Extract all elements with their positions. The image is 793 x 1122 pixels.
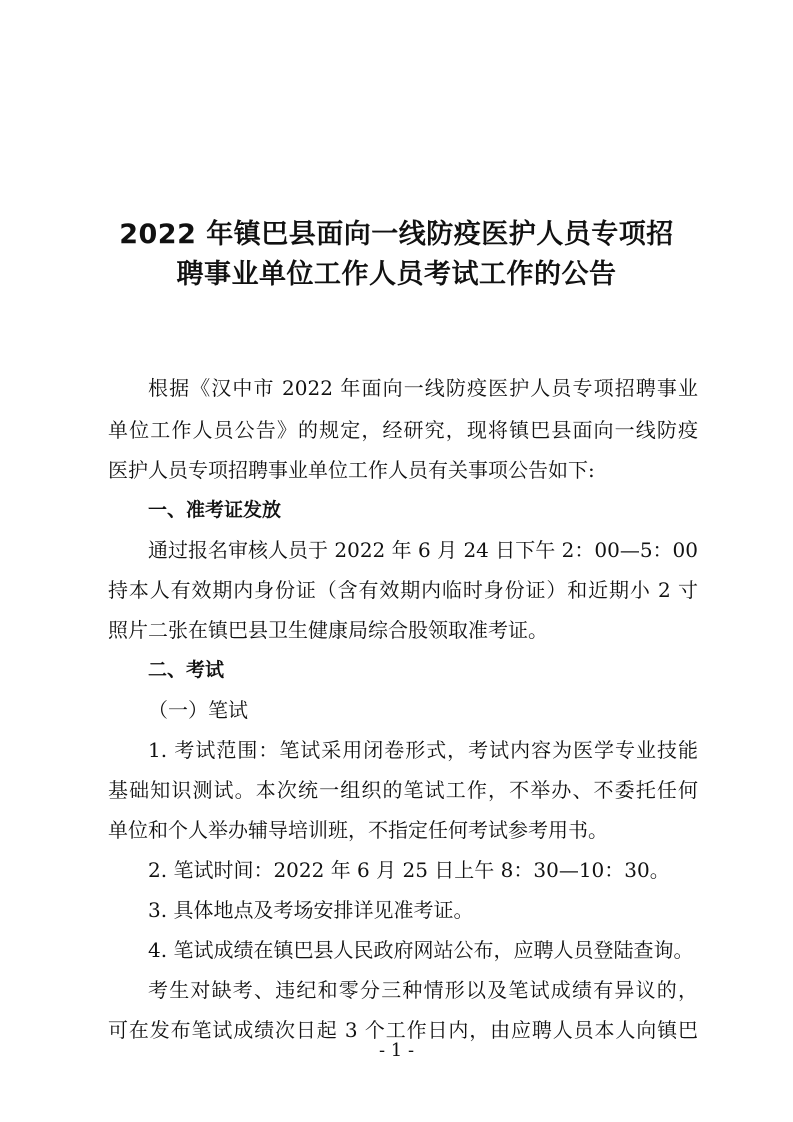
- objection-line-1: 考生对缺考、违纪和零分三种情形以及笔试成绩有异议的，: [148, 978, 698, 1002]
- item-2: 2. 笔试时间：2022 年 6 月 25 日上午 8：30—10：30。: [148, 858, 670, 882]
- intro-line-1: 根据《汉中市 2022 年面向一线防疫医护人员专项招聘事业: [148, 376, 698, 400]
- objection-line-2: 可在发布笔试成绩次日起 3 个工作日内，由应聘人员本人向镇巴: [108, 1018, 698, 1042]
- page-number: - 1 -: [378, 1040, 415, 1061]
- section-1-heading: 一、准考证发放: [148, 499, 282, 521]
- item-4: 4. 笔试成绩在镇巴县人民政府网站公布，应聘人员登陆查询。: [148, 938, 694, 962]
- item-1-line-3: 单位和个人举办辅导培训班，不指定任何考试参考用书。: [108, 818, 608, 842]
- section-2-heading: 二、考试: [148, 659, 225, 681]
- section-1-line-2: 持本人有效期内身份证（含有效期内临时身份证）和近期小 2 寸: [108, 578, 698, 602]
- document-title-line-2: 聘事业单位工作人员考试工作的公告: [176, 259, 617, 290]
- subsection-1-heading: （一）笔试: [148, 698, 248, 722]
- item-1-line-1: 1. 考试范围：笔试采用闭卷形式，考试内容为医学专业技能: [148, 738, 698, 762]
- item-3: 3. 具体地点及考场安排详见准考证。: [148, 898, 474, 922]
- item-1-line-2: 基础知识测试。本次统一组织的笔试工作，不举办、不委托任何: [108, 778, 698, 802]
- section-1-line-3: 照片二张在镇巴县卫生健康局综合股领取准考证。: [108, 618, 548, 642]
- intro-line-2: 单位工作人员公告》的规定，经研究，现将镇巴县面向一线防疫: [108, 418, 698, 442]
- section-1-line-1: 通过报名审核人员于 2022 年 6 月 24 日下午 2：00—5：00: [148, 538, 698, 562]
- document-title-line-1: 2022 年镇巴县面向一线防疫医护人员专项招: [119, 219, 674, 250]
- intro-line-3: 医护人员专项招聘事业单位工作人员有关事项公告如下:: [108, 458, 595, 482]
